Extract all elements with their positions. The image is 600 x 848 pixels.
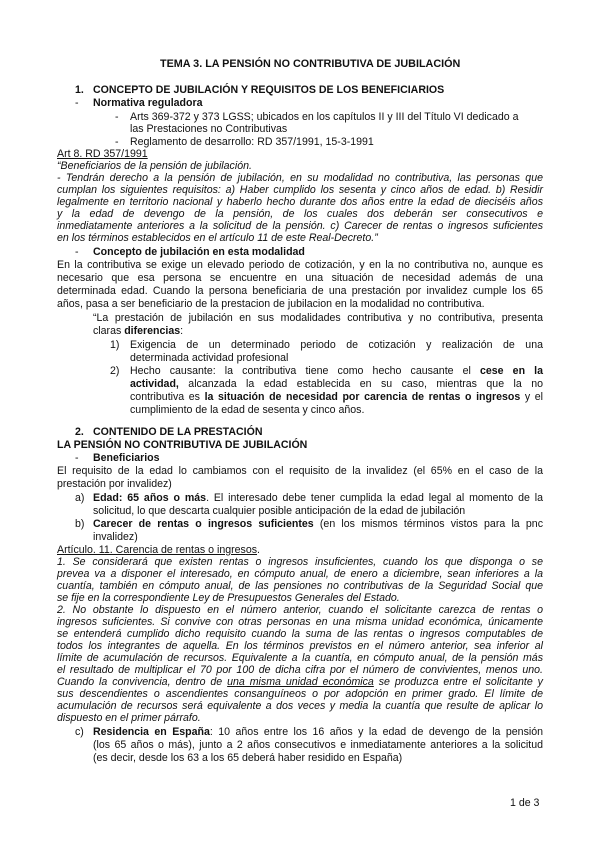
- arts-line-2: las Prestaciones no Contributivas: [130, 123, 288, 135]
- bullet-dash: -: [115, 111, 119, 123]
- requisito-residencia-line: (los 65 años o más), junto a 2 años consecutivos e inmediatamente anteriores a la solicitud: [93, 739, 543, 751]
- quote-line: y la edad de devengo de la pensión, de los cuales dos deberán ser consecutivos e: [57, 208, 543, 220]
- bullet-dash: -: [75, 97, 79, 109]
- requisito-residencia-line: (es decir, desde los 63 a los 65 deberá haber residido en España): [93, 752, 403, 764]
- list-letter: a): [75, 492, 85, 504]
- paragraph-line: El requisito de la edad lo cambiamos con el requisito de la invalidez (el 65% en el caso de la: [57, 465, 543, 477]
- art11-line: dispuesto en el primer párrafo.: [57, 712, 201, 724]
- art8-reference: Art 8. RD 357/1991: [57, 148, 148, 160]
- art11-line: límite de acumulación de recursos. Equivalente a la cuantía, en cómputo anual, de la pensión más: [57, 652, 543, 664]
- quote-line: - Tendrán derecho a la pensión de jubilación, en su modalidad no contributiva, las personas que: [57, 172, 543, 184]
- bullet-dash: -: [75, 246, 79, 258]
- arts-line-1: Arts 369-372 y 373 LGSS; ubicados en los capítulos II y III del Título VI dedicado a: [130, 111, 519, 123]
- section-2-number: 2.: [75, 426, 84, 438]
- quote-line: legalmente en territorio nacional y haberlo hecho durante dos años entre la edad de dieciséis años: [57, 196, 543, 208]
- list-number: 2): [110, 365, 120, 377]
- art11-line: se fije en la correspondiente Ley de Presupuestos Generales del Estado.: [57, 592, 400, 604]
- beneficiarios-heading: Beneficiarios: [93, 452, 160, 464]
- concepto-heading: Concepto de jubilación en esta modalidad: [93, 246, 305, 258]
- requisito-rentas-line: invalidez): [93, 531, 138, 543]
- diferencia-2-line: cumplimiento de la edad de sesenta y cinco años.: [130, 404, 365, 416]
- diferencia-2-line: actividad, alcanzada la edad establecida en su caso, mientras que la no: [130, 378, 543, 390]
- normativa-heading: Normativa reguladora: [93, 97, 203, 109]
- list-letter: b): [75, 518, 85, 530]
- reglamento-line: Reglamento de desarrollo: RD 357/1991, 15-3-1991: [130, 136, 374, 148]
- section-1-heading: CONCEPTO DE JUBILACIÓN Y REQUISITOS DE LOS BENEFICIARIOS: [93, 84, 445, 96]
- diferencia-1-line: determinada actividad profesional: [130, 352, 289, 364]
- section-1-number: 1.: [75, 84, 84, 96]
- section-2-subheading: LA PENSIÓN NO CONTRIBUTIVA DE JUBILACIÓN: [57, 439, 308, 451]
- diferencia-1-line: Exigencia de un determinado periodo de cotización y realización de una: [130, 339, 543, 351]
- art11-line: se entenderá cumplido dicho requisito cuando la suma de las rentas o ingresos computables de: [57, 628, 543, 640]
- section-2-heading: CONTENIDO DE LA PRESTACIÓN: [93, 426, 263, 438]
- requisito-rentas-line: Carecer de rentas o ingresos suficientes (en los mismos términos vistos para la pnc: [93, 518, 543, 530]
- page-number: 1 de 3: [510, 797, 540, 809]
- requisito-edad-line: Edad: 65 años o más. El interesado debe tener cumplida la edad legal al momento de la: [93, 492, 543, 504]
- art11-line: prevea va a disponer el interesado, en cómputo anual, de enero a diciembre, sean inferiores a la: [57, 568, 543, 580]
- requisito-residencia-line: Residencia en España: 10 años entre los 16 años y la edad de devengo de la pensión: [93, 726, 543, 738]
- art11-line: cuantía, también en cómputo anual, de las pensiones no contributivas de la Seguridad Social que: [57, 580, 543, 592]
- quote-line: inmediatamente anteriores a la solicitud de la pensión. c) Carecer de rentas o ingresos suficientes: [57, 220, 543, 232]
- paragraph-line: prestación por invalidez): [57, 478, 172, 490]
- quote-line: en los términos establecidos en el artículo 11 de este Real-Decreto.”: [57, 232, 378, 244]
- art11-line: Cuando la convivencia, dentro de una misma unidad económica se produzca entre el solicitante y: [57, 676, 543, 688]
- cita-line: “La prestación de jubilación en sus modalidades contributiva y no contributiva, presenta: [93, 312, 543, 324]
- diferencia-2-line: Hecho causante: la contributiva tiene como hecho causante el cese en la: [130, 365, 543, 377]
- bullet-dash: -: [115, 136, 119, 148]
- art11-line: 1. Se considerará que existen rentas o ingresos insuficientes, cuando los que disponga o se: [57, 556, 543, 568]
- art11-line: todos los integrantes de aquella. En los términos previstos en el número anterior, sea inferior al: [57, 640, 543, 652]
- paragraph-line: años, pasa a ser beneficiario de la prestacion de jubilacion en la modalidad no contributiva.: [57, 298, 485, 310]
- diferencia-2-line: contributiva es la situación de necesidad por carencia de rentas o ingresos y el: [130, 391, 544, 403]
- paragraph-line: determinada edad. Cuando la persona beneficiaria de una prestación por invalidez cumple los 65: [57, 285, 543, 297]
- art11-line: 2. No obstante lo dispuesto en el número anterior, cuando el solicitante carezca de rentas o: [57, 604, 543, 616]
- paragraph-line: En la contributiva se exige un elevado periodo de cotización, y en la no contributiva no, aunque es: [57, 259, 543, 271]
- quote-line: cumplan los siguientes requisitos: a) Haber cumplido los sesenta y cinco años de edad. b) Residir: [57, 184, 543, 196]
- list-letter: c): [75, 726, 84, 738]
- document-title: TEMA 3. LA PENSIÓN NO CONTRIBUTIVA DE JUBILACIÓN: [160, 58, 461, 70]
- requisito-edad-line: solicitud, lo que descarta cualquier posible anticipación de la edad de jubilación: [93, 505, 466, 517]
- list-number: 1): [110, 339, 120, 351]
- art11-line: el resultado de multiplicar el 70 por 100 de dicha cifra por el número de convivientes, menos uno.: [57, 664, 543, 676]
- art11-line: acumulación de recursos será equivalente a dos veces y media la cuantía que resulte de aplicar lo: [57, 700, 543, 712]
- art11-line: ingresos suficientes. Si convive con otras personas en una misma unidad económica, únicamente: [57, 616, 543, 628]
- quote-line: “Beneficiarios de la pensión de jubilación.: [57, 160, 252, 172]
- bullet-dash: -: [75, 452, 79, 464]
- art11-reference: Artículo. 11. Carencia de rentas o ingresos.: [57, 544, 260, 556]
- art11-line: sus descendientes o ascendientes consanguíneos o por adopción en primer grado. El límite de: [57, 688, 543, 700]
- cita-line: claras diferencias:: [93, 325, 184, 337]
- paragraph-line: necesario que esa persona se encuentre en una situación de necesidad además de una: [57, 272, 543, 284]
